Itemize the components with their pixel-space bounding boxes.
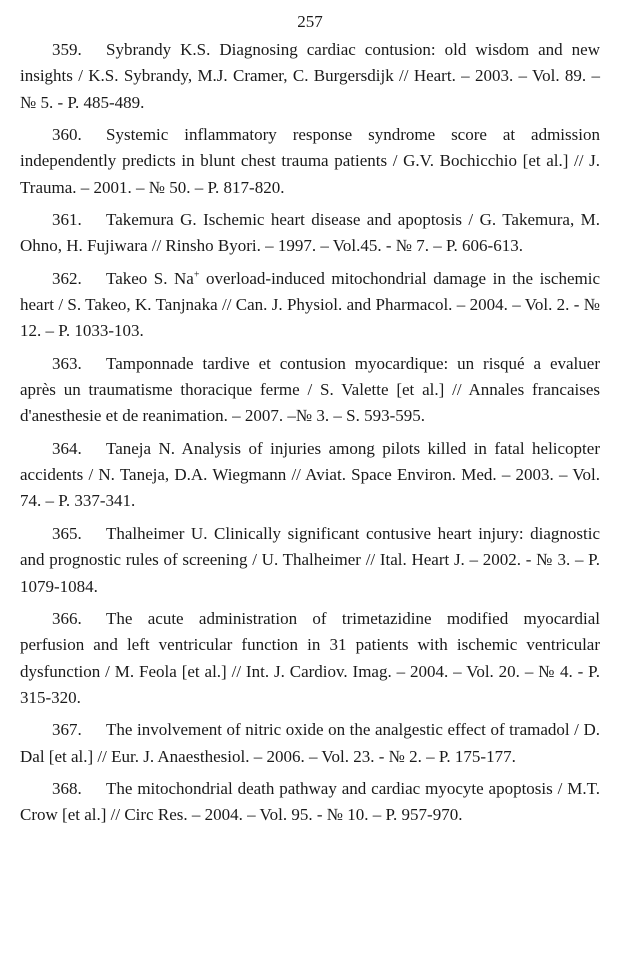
reference-text: Tamponnade tardive et contusion myocardique: un risqué a evaluer après un traumatisme thoracique ferme / S. Valette [et al.] // Annales francaises d'anesthesie et de reanimation. – 2007. –№ 3. – S. 593-595. [20,353,600,426]
reference-text-start: Takeo S. Na [106,268,194,288]
reference-text-end: overload-induced mitochondrial damage in the ischemic heart / S. Takeo, K. Tanjnaka // Can. J. Physiol. and Pharmacol. – 2004. – Vol. 2. - № 12. – P. 1033-103. [20,268,600,341]
reference-number: 366. [52,608,82,628]
reference-item [20,521,600,600]
reference-text [20,269,600,341]
reference-number: 368. [52,778,82,798]
reference-text: Takemura G. Ischemic heart disease and apoptosis / G. Takemura, M. Ohno, H. Fujiwara // Rinsho Byori. – 1997. – Vol.45. - № 7. – P. 606-613. [20,210,600,256]
reference-text: The mitochondrial death pathway and cardiac myocyte apoptosis / M.T. Crow [et al.] // Circ Res. – 2004. – Vol. 95. - № 10. – P. 957-970. [20,778,600,825]
reference-number: 361. [52,210,82,230]
reference-text: Taneja N. Analysis of injuries among pilots killed in fatal helicopter accidents / N. Taneja, D.A. Wiegmann // Aviat. Space Environ. Med. – 2003. – Vol. 74. – P. 337-341. [20,438,600,511]
reference-text: Sybrandy K.S. Diagnosing cardiac contusion: old wisdom and new insights / K.S. Sybrandy, M.J. Cramer, C. Burgersdijk // Heart. – 2003. – Vol. 89. – № 5. - P. 485-489. [20,40,600,112]
reference-number: 362. [52,268,82,288]
reference-text: Thalheimer U. Clinically significant contusive heart injury: diagnostic and prognostic rules of screening / U. Thalheimer // Ital. Heart J. – 2002. - № 3. – P. 1079-1084. [20,523,600,596]
reference-item [20,266,600,345]
reference-item [20,717,600,770]
reference-list [20,37,600,834]
reference-item [20,776,600,829]
reference-number: 365. [52,523,82,543]
reference-text: Systemic inflammatory response syndrome score at admission independently predicts in blunt chest trauma patients / G.V. Bochicchio [et al.] // J. Trauma. – 2001. – № 50. – P. 817-820. [20,125,600,197]
reference-number: 360. [52,125,82,145]
reference-number: 359. [52,40,82,59]
reference-item [20,122,600,201]
reference-number: 363. [52,353,82,373]
superscript-plus: + [193,268,200,280]
reference-item [20,37,600,116]
reference-number: 367. [52,720,82,740]
reference-number: 364. [52,438,82,458]
reference-text: The involvement of nitric oxide on the analgestic effect of tramadol / D. Dal [et al.] // Eur. J. Anaesthesiol. – 2006. – Vol. 23. - № 2. – P. 175-177. [20,720,600,766]
reference-item [20,606,600,712]
reference-item [20,351,600,430]
reference-text: The acute administration of trimetazidine modified myocardial perfusion and left ventricular function in 31 patients with ischemic ventricular dysfunction / M. Feola [et al.] // Int. J. Cardiov. Imag. – 2004. – Vol. 20. – № 4. - P. 315-320. [20,608,600,707]
page-number: 257 [297,12,323,31]
reference-item [20,436,600,515]
reference-item [20,207,600,260]
